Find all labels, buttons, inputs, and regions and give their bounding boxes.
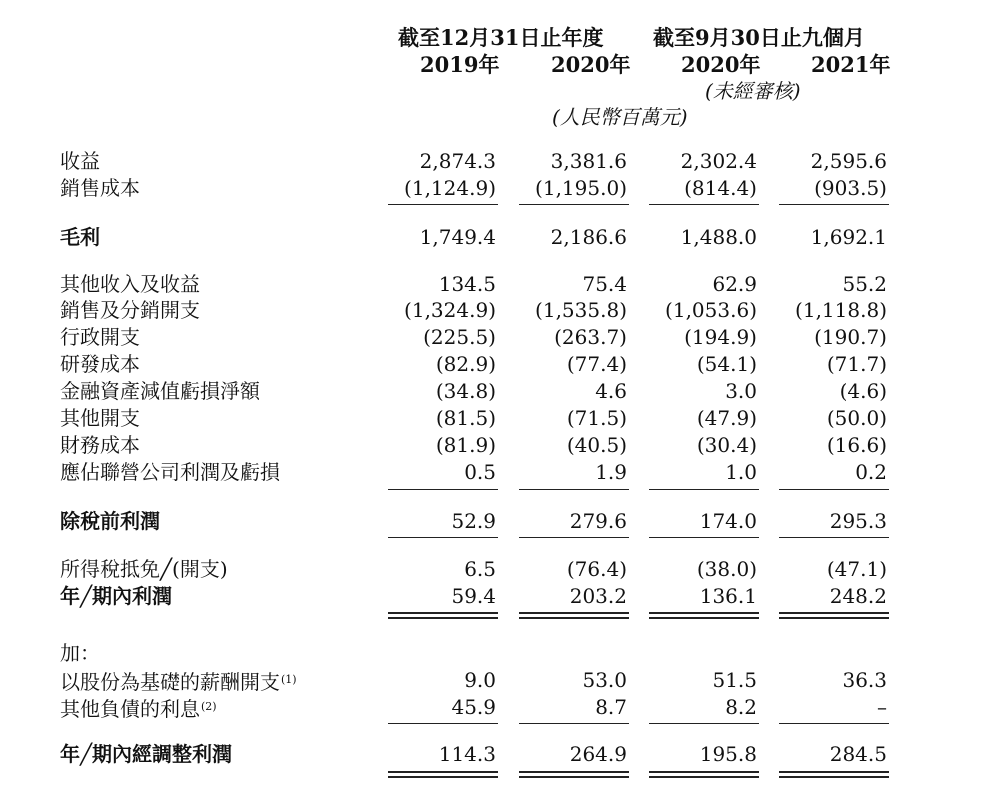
subtotal-rule	[649, 204, 759, 205]
cell-adjusted-profit-2020-9m: 195.8	[699, 742, 757, 766]
row-label-rnd-costs: 研發成本	[60, 352, 140, 376]
cell-selling-expenses-2021-9m: (1,118.8)	[795, 298, 887, 322]
cell-cost-of-sales-2019: (1,124.9)	[404, 176, 496, 200]
cell-revenue-2020-9m: 2,302.4	[680, 149, 757, 173]
cell-finance-costs-2020-9m: (30.4)	[696, 433, 757, 457]
cell-selling-expenses-2020: (1,535.8)	[535, 298, 627, 322]
total-rule	[779, 776, 889, 778]
row-label-cost-of-sales: 銷售成本	[60, 176, 140, 200]
cell-rnd-costs-2020-9m: (54.1)	[696, 352, 757, 376]
cell-interest-other-liabilities-2019: 45.9	[451, 695, 496, 719]
cell-gross-profit-2020: 2,186.6	[550, 225, 627, 249]
subtotal-rule	[649, 537, 759, 538]
total-rule	[388, 776, 498, 778]
cell-rnd-costs-2021-9m: (71.7)	[826, 352, 887, 376]
total-rule	[519, 771, 629, 773]
subtotal-rule	[388, 489, 498, 490]
subtotal-rule	[779, 723, 889, 724]
cell-cost-of-sales-2020-9m: (814.4)	[684, 176, 757, 200]
cell-other-income-2021-9m: 55.2	[842, 272, 887, 296]
subtotal-rule	[388, 204, 498, 205]
header-year-2020: 2020年	[551, 52, 631, 77]
cell-finance-costs-2019: (81.9)	[435, 433, 496, 457]
cell-share-based-comp-2021-9m: 36.3	[842, 668, 887, 692]
cell-impairment-2021-9m: (4.6)	[839, 379, 887, 403]
total-rule	[519, 612, 629, 614]
cell-admin-expenses-2019: (225.5)	[423, 325, 496, 349]
total-rule	[649, 776, 759, 778]
cell-other-income-2020-9m: 62.9	[712, 272, 757, 296]
total-rule	[519, 617, 629, 619]
cell-profit-for-period-2021-9m: 248.2	[829, 584, 887, 608]
unaudited-note: (未經審核)	[705, 79, 801, 103]
row-label-impairment: 金融資產減值虧損淨額	[60, 379, 260, 403]
cell-profit-before-tax-2021-9m: 295.3	[829, 509, 887, 533]
cell-profit-for-period-2020: 203.2	[569, 584, 627, 608]
total-rule	[519, 776, 629, 778]
row-label-add: 加：	[60, 641, 100, 665]
row-label-other-income: 其他收入及收益	[60, 272, 200, 296]
cell-income-tax-2020-9m: (38.0)	[696, 557, 757, 581]
cell-finance-costs-2020: (40.5)	[566, 433, 627, 457]
cell-finance-costs-2021-9m: (16.6)	[826, 433, 887, 457]
cell-interest-other-liabilities-2021-9m: –	[877, 695, 887, 719]
cell-other-expenses-2020-9m: (47.9)	[696, 406, 757, 430]
subtotal-rule	[649, 489, 759, 490]
subtotal-rule	[388, 723, 498, 724]
cell-interest-other-liabilities-2020-9m: 8.2	[725, 695, 757, 719]
row-label-admin-expenses: 行政開支	[60, 325, 140, 349]
row-label-share-based-comp: 以股份為基礎的薪酬開支$^{(1)}$	[60, 670, 297, 694]
row-label-profit-before-tax: 除稅前利潤	[60, 509, 160, 533]
subtotal-rule	[779, 537, 889, 538]
cell-rnd-costs-2020: (77.4)	[566, 352, 627, 376]
cell-profit-before-tax-2020: 279.6	[569, 509, 627, 533]
total-rule	[779, 612, 889, 614]
row-label-interest-other-liabilities: 其他負債的利息$^{(2)}$	[60, 697, 217, 721]
cell-share-of-associates-2020: 1.9	[595, 460, 627, 484]
cell-admin-expenses-2021-9m: (190.7)	[814, 325, 887, 349]
cell-adjusted-profit-2020: 264.9	[569, 742, 627, 766]
cell-adjusted-profit-2021-9m: 284.5	[829, 742, 887, 766]
row-label-revenue: 收益	[60, 149, 100, 173]
subtotal-rule	[519, 489, 629, 490]
row-label-income-tax: 所得稅抵免╱(開支)	[60, 557, 228, 581]
cell-impairment-2020-9m: 3.0	[725, 379, 757, 403]
total-rule	[649, 617, 759, 619]
cell-selling-expenses-2020-9m: (1,053.6)	[665, 298, 757, 322]
cell-revenue-2020: 3,381.6	[550, 149, 627, 173]
total-rule	[388, 612, 498, 614]
subtotal-rule	[649, 723, 759, 724]
cell-interest-other-liabilities-2020: 8.7	[595, 695, 627, 719]
cell-profit-before-tax-2019: 52.9	[451, 509, 496, 533]
subtotal-rule	[519, 723, 629, 724]
cell-revenue-2021-9m: 2,595.6	[810, 149, 887, 173]
subtotal-rule	[779, 489, 889, 490]
cell-admin-expenses-2020: (263.7)	[554, 325, 627, 349]
row-label-other-expenses: 其他開支	[60, 406, 140, 430]
header-annual-period: 截至12月31日止年度	[398, 25, 604, 50]
header-year-2021-interim: 2021年	[811, 52, 891, 77]
cell-adjusted-profit-2019: 114.3	[438, 742, 496, 766]
cell-other-income-2019: 134.5	[438, 272, 496, 296]
total-rule	[649, 771, 759, 773]
cell-income-tax-2020: (76.4)	[566, 557, 627, 581]
cell-share-based-comp-2020-9m: 51.5	[712, 668, 757, 692]
currency-note: (人民幣百萬元)	[552, 105, 688, 129]
total-rule	[779, 617, 889, 619]
subtotal-rule	[779, 204, 889, 205]
cell-other-income-2020: 75.4	[582, 272, 627, 296]
cell-income-tax-2019: 6.5	[464, 557, 496, 581]
footnote-2: (2)	[201, 700, 217, 713]
total-rule	[388, 771, 498, 773]
cell-impairment-2019: (34.8)	[435, 379, 496, 403]
total-rule	[649, 612, 759, 614]
cell-impairment-2020: 4.6	[595, 379, 627, 403]
footnote-1: (1)	[281, 673, 297, 686]
cell-share-based-comp-2019: 9.0	[464, 668, 496, 692]
cell-share-based-comp-2020: 53.0	[582, 668, 627, 692]
total-rule	[779, 771, 889, 773]
cell-cost-of-sales-2020: (1,195.0)	[535, 176, 627, 200]
header-year-2019: 2019年	[420, 52, 500, 77]
cell-profit-for-period-2019: 59.4	[451, 584, 496, 608]
header-year-2020-interim: 2020年	[681, 52, 761, 77]
row-label-adjusted-profit: 年╱期內經調整利潤	[60, 742, 233, 766]
cell-rnd-costs-2019: (82.9)	[435, 352, 496, 376]
cell-gross-profit-2019: 1,749.4	[419, 225, 496, 249]
cell-share-of-associates-2019: 0.5	[464, 460, 496, 484]
cell-admin-expenses-2020-9m: (194.9)	[684, 325, 757, 349]
cell-gross-profit-2020-9m: 1,488.0	[680, 225, 757, 249]
row-label-profit-for-period: 年╱期內利潤	[60, 584, 173, 608]
row-label-gross-profit: 毛利	[60, 225, 100, 249]
cell-gross-profit-2021-9m: 1,692.1	[810, 225, 887, 249]
row-label-selling-expenses: 銷售及分銷開支	[60, 298, 200, 322]
total-rule	[388, 617, 498, 619]
subtotal-rule	[519, 537, 629, 538]
cell-share-of-associates-2021-9m: 0.2	[855, 460, 887, 484]
cell-other-expenses-2020: (71.5)	[566, 406, 627, 430]
subtotal-rule	[388, 537, 498, 538]
cell-revenue-2019: 2,874.3	[419, 149, 496, 173]
cell-profit-for-period-2020-9m: 136.1	[699, 584, 757, 608]
cell-income-tax-2021-9m: (47.1)	[826, 557, 887, 581]
row-label-share-of-associates: 應佔聯營公司利潤及虧損	[60, 460, 280, 484]
cell-other-expenses-2021-9m: (50.0)	[826, 406, 887, 430]
cell-other-expenses-2019: (81.5)	[435, 406, 496, 430]
cell-profit-before-tax-2020-9m: 174.0	[699, 509, 757, 533]
cell-share-of-associates-2020-9m: 1.0	[725, 460, 757, 484]
cell-selling-expenses-2019: (1,324.9)	[404, 298, 496, 322]
subtotal-rule	[519, 204, 629, 205]
row-label-finance-costs: 財務成本	[60, 433, 140, 457]
header-interim-period: 截至9月30日止九個月	[653, 25, 865, 50]
cell-cost-of-sales-2021-9m: (903.5)	[814, 176, 887, 200]
